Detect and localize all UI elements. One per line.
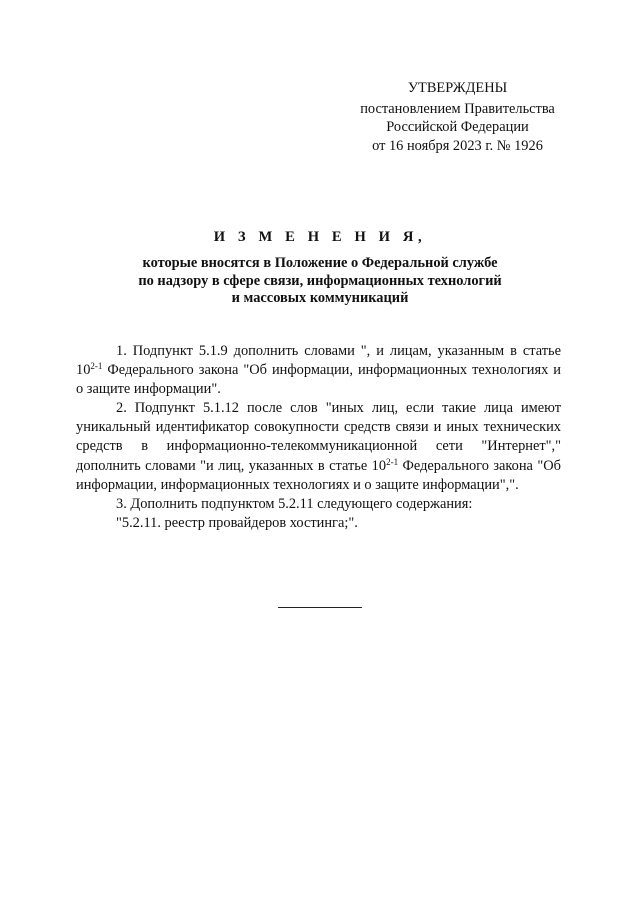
paragraph-1 bbox=[76, 342, 561, 399]
heading-line-1: которые вносятся в Положение о Федеральной службе bbox=[142, 255, 498, 271]
document-body bbox=[76, 342, 561, 533]
paragraph-1-text-b: Федерального закона "Об информации, информационных технологиях и о защите информации". bbox=[76, 362, 561, 398]
heading-line-2: по надзору в сфере связи, информационных технологий bbox=[138, 272, 502, 289]
approval-title: УТВЕРЖДЕНЫ bbox=[407, 80, 508, 96]
approval-line-1: постановлением Правительства bbox=[360, 100, 555, 117]
document-heading bbox=[120, 229, 520, 308]
paragraph-4: "5.2.11. реестр провайдеров хостинга;". bbox=[116, 514, 358, 531]
heading-line-3: и массовых коммуникаций bbox=[231, 290, 409, 306]
paragraph-2-text-a: 2. Подпункт 5.1.12 после слов "иных лиц, если такие лица имеют уникальный идентификатор совокупности средств связи и иных технических средств в информационно-телекоммуникационной сети "Интернет"," дополнить словами "и лиц, указанных в статье 10 bbox=[76, 400, 561, 474]
heading-title: И З М Е Н Е Н И Я, bbox=[213, 229, 427, 245]
paragraph-2-superscript: 2-1 bbox=[386, 456, 399, 467]
approval-line-2: Российской Федерации bbox=[386, 119, 529, 135]
paragraph-1-text-a: 1. Подпункт 5.1.9 дополнить словами ", и лицам, указанным в статье 10 bbox=[76, 343, 561, 379]
approval-stamp bbox=[340, 79, 575, 155]
approval-line-3: от 16 ноября 2023 г. № 1926 bbox=[372, 137, 543, 154]
paragraph-2 bbox=[76, 399, 561, 494]
closing-rule bbox=[278, 607, 362, 608]
paragraph-1-superscript: 2-1 bbox=[90, 361, 103, 372]
paragraph-3: 3. Дополнить подпунктом 5.2.11 следующего содержания: bbox=[116, 495, 473, 512]
paragraph-2-text-b: Федерального закона "Об информации, информационных технологиях и о защите информации",". bbox=[76, 457, 561, 493]
